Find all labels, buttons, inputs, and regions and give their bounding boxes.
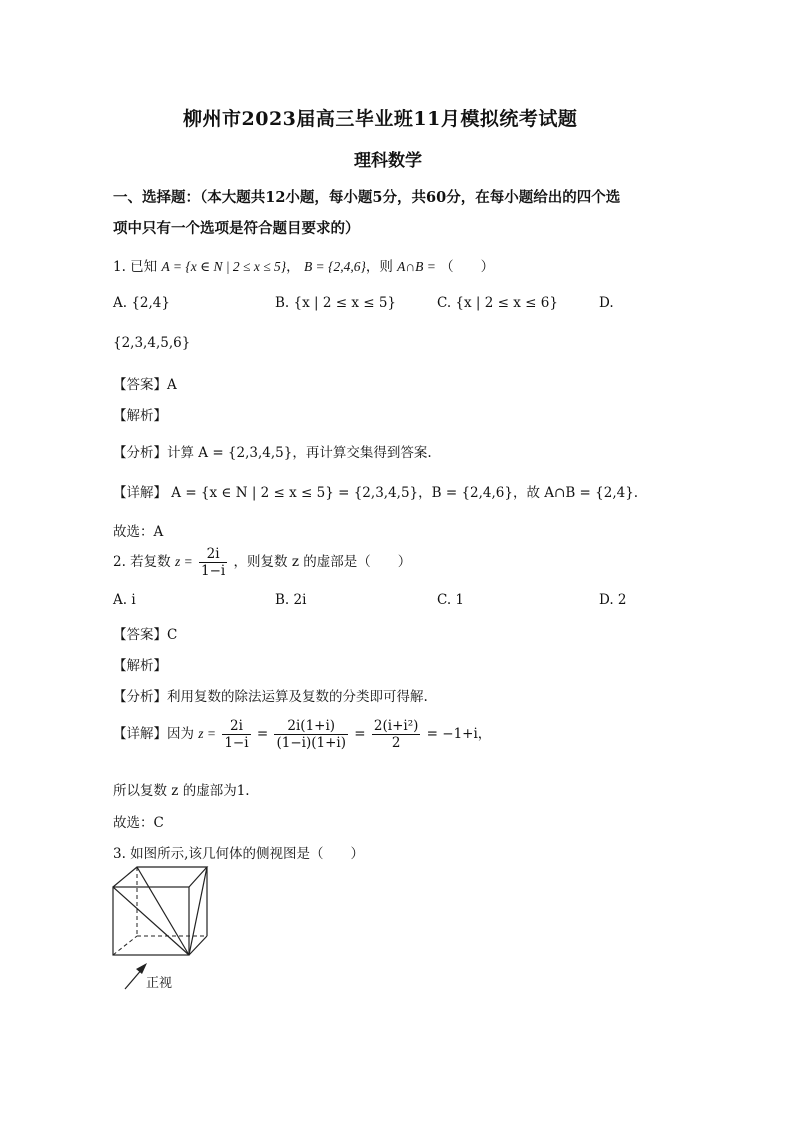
q2-frac2 <box>274 718 348 751</box>
top-edges <box>113 867 207 887</box>
section-heading-line1: 一、选择题：（本大题共12小题，每小题5分，共60分，在每小题给出的四个选 <box>113 189 621 206</box>
question-3-stem: 3. 如图所示,该几何体的侧视图是（ ） <box>113 846 364 862</box>
q1-guxuan: 故选：A <box>113 524 164 540</box>
diagonal-1 <box>113 887 189 955</box>
q2-fenxi: 【分析】利用复数的除法运算及复数的分类即可得解. <box>113 689 428 705</box>
q1-option-c: C. {x | 2 ≤ x ≤ 6} <box>437 295 558 311</box>
q1-sep: ， <box>286 259 300 275</box>
q1-fenxi: 【分析】计算 A = {2,3,4,5}，再计算交集得到答案. <box>113 445 432 461</box>
q2-frac3 <box>372 718 420 751</box>
q2-conclusion: 所以复数 z 的虚部为1. <box>113 783 250 799</box>
q2-frac2-num: 2i(1+i) <box>274 718 348 735</box>
q2-result: = −1+i， <box>426 726 492 742</box>
q1-paren: （ ） <box>440 259 495 275</box>
q1-option-d: D. <box>599 295 614 311</box>
q2-prefix: 2. 若复数 <box>113 554 171 570</box>
hidden-edge-left <box>113 936 137 955</box>
diagonal-3 <box>189 867 207 955</box>
page-subtitle: 理科数学 <box>354 151 422 171</box>
q2-xiangjie <box>113 718 491 751</box>
q1-expr: A∩B = <box>397 259 436 274</box>
q2-option-b: B. 2i <box>275 592 307 608</box>
q1-then: ，则 <box>365 259 393 275</box>
q2-xiangjie-prefix: 【详解】因为 <box>113 726 194 742</box>
q1-answer: 【答案】A <box>113 377 177 393</box>
q2-suffix: ，则复数 z 的虚部是（ ） <box>233 554 412 570</box>
q2-frac1-num: 2i <box>222 718 250 735</box>
q2-eq2: = <box>354 726 366 742</box>
q2-option-d: D. 2 <box>599 592 627 608</box>
q1-set-a: A = {x ∈ N | 2 ≤ x ≤ 5} <box>161 259 287 274</box>
q1-xiangjie: 【详解】 A = {x ∈ N | 2 ≤ x ≤ 5} = {2,3,4,5}，B = {2,4,6}，故 A∩B = {2,4}. <box>113 485 639 501</box>
q2-eq1: = <box>256 726 269 742</box>
q2-frac1-den: 1−i <box>224 735 249 751</box>
question-2-stem <box>113 546 411 579</box>
q1-analysis-label: 【解析】 <box>113 408 167 424</box>
diagonal-2 <box>137 867 189 955</box>
q2-fraction <box>199 546 227 579</box>
question-1-stem <box>113 255 494 275</box>
q2-guxuan: 故选：C <box>113 815 164 831</box>
q2-z-eq: z = <box>174 554 193 569</box>
q2-analysis-label: 【解析】 <box>113 658 167 674</box>
q2-xiangjie-z: z = <box>198 726 217 741</box>
q1-set-b: B = {2,4,6} <box>303 259 366 274</box>
q1-prefix: 1. 已知 <box>113 259 158 275</box>
q2-frac3-den: 2 <box>391 735 401 751</box>
q1-option-b: B. {x | 2 ≤ x ≤ 5} <box>275 295 397 311</box>
page-title: 柳州市2023届高三毕业班11月模拟统考试题 <box>183 108 578 130</box>
q2-option-a: A. i <box>113 592 136 608</box>
q1-option-a: A. {2,4} <box>113 295 170 311</box>
q2-frac-den: 1−i <box>201 563 226 579</box>
front-view-label: 正视 <box>146 976 173 991</box>
section-heading-line2: 项中只有一个选项是符合题目要求的） <box>113 220 360 237</box>
q2-frac2-den: (1−i)(1+i) <box>276 735 346 751</box>
q2-frac1 <box>222 718 250 751</box>
q2-frac-num: 2i <box>199 546 227 563</box>
q2-frac3-num: 2(i+i²) <box>373 718 419 734</box>
q2-answer: 【答案】C <box>113 627 178 643</box>
q2-option-c: C. 1 <box>437 592 465 608</box>
q1-option-d-value: {2,3,4,5,6} <box>113 335 191 351</box>
